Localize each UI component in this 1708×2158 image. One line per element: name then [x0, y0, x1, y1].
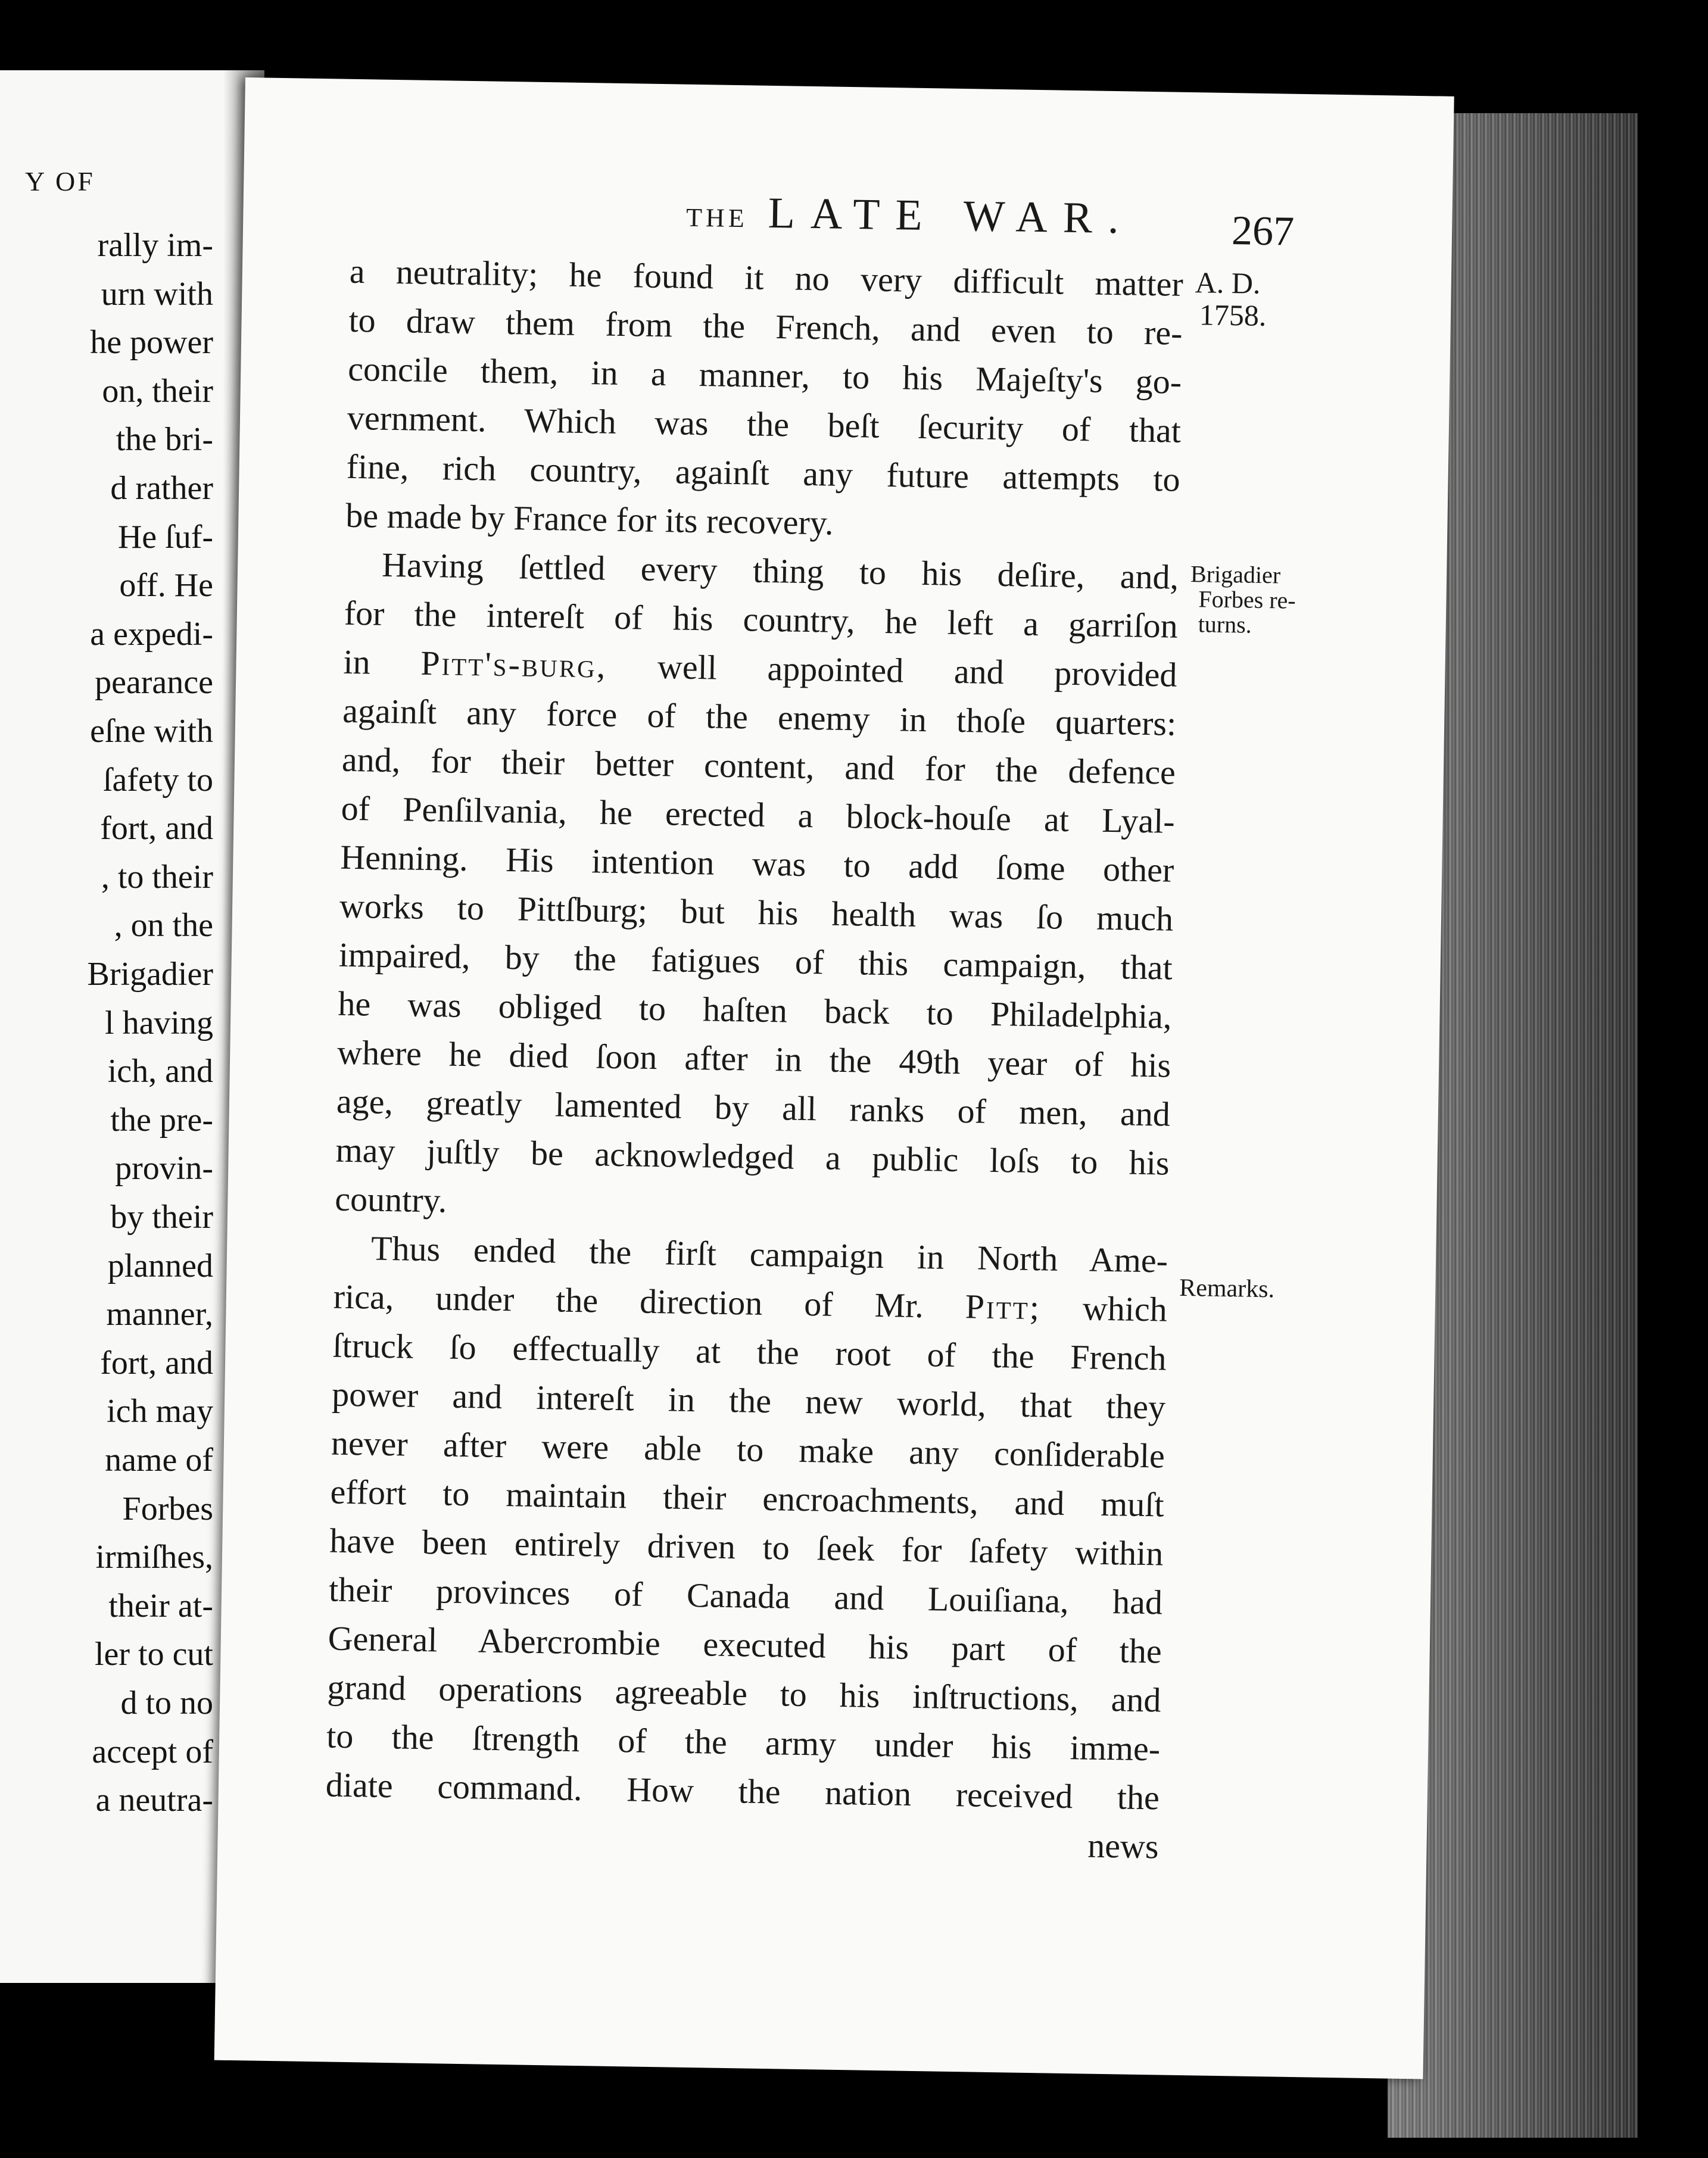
- left-text-line: d rather: [110, 470, 213, 507]
- paragraph: [345, 247, 1184, 553]
- left-text-line: ler to cut: [94, 1636, 213, 1673]
- left-text-line: on, their: [102, 372, 213, 410]
- left-text-line: fort, and: [100, 810, 213, 847]
- text-line: ſtruck ſo effectually at the root of the French: [332, 1326, 1167, 1378]
- text-line: againſt any force of the enemy in thoſe quarters:: [342, 691, 1177, 743]
- left-running-head: Y OF: [25, 166, 95, 197]
- running-head-the: THE: [685, 202, 749, 233]
- text-line: he was obliged to haſten back to Philadelphia,: [338, 984, 1172, 1036]
- text-line: for the intereſt of his country, he left a garriſon: [344, 593, 1179, 645]
- left-text-line: urn with: [101, 275, 213, 313]
- left-text-line: their at-: [108, 1587, 213, 1624]
- text-line: impaired, by the fatigues of this campaign, that: [338, 935, 1173, 987]
- left-text-line: name of: [105, 1442, 213, 1479]
- text-line: where he died ſoon after in the 49th year of his: [336, 1033, 1171, 1085]
- left-text-line: ich, and: [107, 1053, 213, 1090]
- text-line: and, for their better content, and for the defence: [341, 740, 1176, 792]
- text-line: age, greatly lamented by all ranks of men, and: [336, 1081, 1171, 1134]
- text-line: works to Pittſburg; but his health was ſo much: [339, 886, 1174, 938]
- text-line: to draw them from the French, and even to re-: [348, 300, 1183, 353]
- text-line: fine, rich country, againſt any future attempts to: [346, 447, 1181, 499]
- paragraph: [335, 540, 1179, 1237]
- text-line: General Abercrombie executed his part of the: [328, 1618, 1162, 1671]
- margin-note-remarks: Remarks.: [1179, 1274, 1275, 1303]
- left-text-line: irmiſhes,: [95, 1539, 213, 1576]
- text-line: to the ſtrength of the army under his imme-: [326, 1716, 1161, 1769]
- left-text-line: manner,: [106, 1296, 213, 1333]
- body-text: [325, 247, 1183, 1872]
- text-line: Henning. His intention was to add ſome other: [339, 837, 1174, 890]
- text-fragment: rica, under the direction of Mr.: [333, 1277, 924, 1326]
- left-text-line: l having: [105, 1004, 213, 1041]
- paragraph: [325, 1224, 1168, 1823]
- left-text-line: Forbes: [122, 1490, 213, 1527]
- text-line: be made by France for its recovery.: [345, 495, 834, 542]
- left-text-line: accept of: [92, 1733, 213, 1770]
- left-text-line: pearance: [95, 664, 213, 701]
- text-line: grand operations agreeable to his inſtructions, and: [327, 1667, 1161, 1720]
- left-text-line: , on the: [114, 907, 213, 944]
- left-text-line: ſafety to: [102, 761, 213, 799]
- place-name: Pitt's-burg,: [420, 643, 607, 685]
- margin-year-line: 1758.: [1199, 298, 1267, 332]
- text-line: power and intereſt in the new world, that they: [331, 1374, 1166, 1427]
- left-text-line: rally im-: [97, 227, 213, 264]
- left-text-line: the pre-: [110, 1101, 213, 1139]
- text-fragment: which: [1082, 1289, 1168, 1329]
- text-line: Thus ended the firſt campaign in North Ame-: [370, 1228, 1168, 1280]
- text-line: have been entirely driven to ſeek for ſafety within: [329, 1521, 1164, 1573]
- running-head-title: LATE WAR.: [768, 188, 1135, 244]
- left-text-line: the bri-: [116, 421, 213, 459]
- running-head: [523, 184, 1298, 247]
- text-fragment: in: [343, 642, 371, 682]
- left-text-line: provin-: [115, 1150, 213, 1187]
- text-line: never after were able to make any conſiderable: [331, 1423, 1165, 1476]
- left-text-line: a expedi-: [90, 615, 213, 653]
- catchword: news: [1087, 1826, 1160, 1866]
- right-page: [214, 77, 1454, 2079]
- text-fragment: well appointed and provided: [657, 647, 1177, 694]
- text-line: effort to maintain their encroachments, and muſt: [330, 1472, 1165, 1524]
- paragraph-continuation: [335, 687, 1177, 1237]
- left-text-line: by their: [110, 1199, 213, 1236]
- margin-note-year: [1195, 266, 1267, 332]
- text-line: their provinces of Canada and Louiſiana, had: [328, 1570, 1163, 1622]
- text-line: vernment. Which was the beſt ſecurity of that: [347, 398, 1182, 450]
- margin-note-forbes-returns: [1189, 562, 1296, 638]
- left-text-line: , to their: [101, 858, 213, 896]
- left-text-line: Brigadier: [87, 956, 213, 993]
- left-text-line: planned: [107, 1247, 213, 1284]
- text-line: country.: [334, 1179, 447, 1220]
- left-text-line: a neutra-: [95, 1782, 213, 1819]
- left-text-line: ich may: [107, 1393, 213, 1430]
- left-text-line: d to no: [120, 1685, 213, 1722]
- page-number: 267: [1231, 208, 1295, 255]
- margin-note-line: turns.: [1198, 610, 1252, 638]
- margin-note-line: Brigadier: [1190, 560, 1281, 589]
- text-line: Having ſettled every thing to his deſire, and,: [381, 545, 1179, 597]
- margin-year-line: A. D.: [1195, 266, 1261, 300]
- left-text-line: off. He: [119, 567, 213, 604]
- text-line: a neutrality; he found it no very difficult matter: [349, 251, 1184, 304]
- left-text-line: eſne with: [90, 713, 213, 750]
- margin-note-line: Forbes re-: [1198, 585, 1296, 614]
- paragraph-continuation: [325, 1321, 1167, 1823]
- person-name: Pitt;: [965, 1287, 1042, 1327]
- text-line: of Penſilvania, he erected a block-houſe at Lyal-: [341, 788, 1176, 841]
- left-text-line: He ſuf-: [117, 518, 213, 556]
- left-text-line: he power: [90, 324, 213, 361]
- text-line: diate command. How the nation received the: [325, 1765, 1160, 1817]
- left-text-line: fort, and: [100, 1344, 213, 1382]
- text-line: concile them, in a manner, to his Majeſty's go-: [347, 349, 1182, 401]
- text-line: may juſtly be acknowledged a public loſs to his: [335, 1130, 1170, 1183]
